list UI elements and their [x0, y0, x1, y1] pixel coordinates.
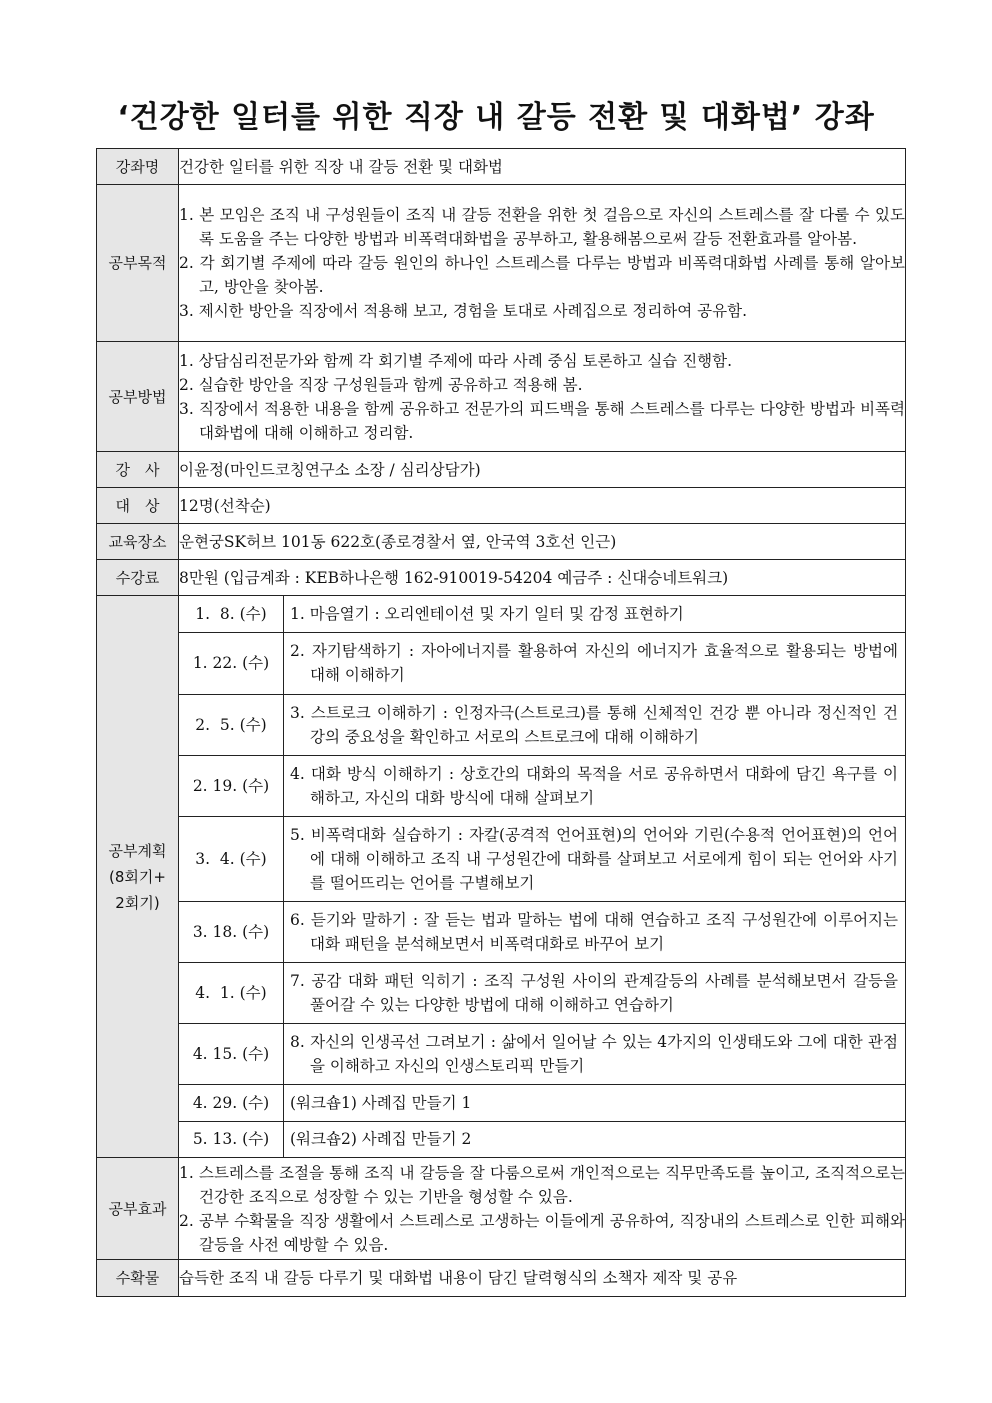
objective-item: 2. 각 회기별 주제에 따라 갈등 원인의 하나인 스트레스를 다루는 방법과 비폭력대화법 사례를 통해 알아보고, 방안을 찾아봄. [179, 254, 905, 296]
session-topic: (워크숍1) 사례집 만들기 1 [284, 1084, 906, 1121]
schedule-row [179, 1084, 905, 1121]
label-schedule-line: 2회기) [115, 893, 160, 912]
effect-item: 1. 스트레스를 조절을 통해 조직 내 갈등을 잘 다룸으로써 개인적으로는 직무만족도를 높이고, 조직적으로는 건강한 조직으로 성장할 수 있는 기반을 형성할 수 있음. [179, 1163, 905, 1206]
label-outcome: 수확물 [97, 1260, 179, 1297]
session-date: 5. 13. (수) [179, 1121, 284, 1157]
schedule-table [179, 596, 905, 1157]
schedule-row [179, 755, 905, 816]
methods-list [179, 349, 905, 445]
row-schedule [97, 596, 906, 1158]
row-effects [97, 1158, 906, 1260]
row-methods [97, 342, 906, 452]
value-methods [179, 342, 906, 452]
session-date: 1. 8. (수) [179, 596, 284, 632]
schedule-row [179, 901, 905, 962]
row-objectives [97, 185, 906, 342]
value-instructor: 이윤정(마인드코칭연구소 소장 / 심리상담가) [179, 452, 906, 488]
label-course-name: 강좌명 [97, 149, 179, 185]
method-item: 2. 실습한 방안을 직장 구성원들과 함께 공유하고 적용해 봄. [179, 375, 583, 394]
session-topic: 5. 비폭력대화 실습하기 : 자칼(공격적 언어표현)의 언어와 기린(수용적 언어표현)의 언어에 대해 이해하고 조직 내 구성원간에 대화를 살펴보고 서로에게 힘이 되는 언어와 사기를 떨어뜨리는 언어를 구별해보기 [284, 816, 906, 901]
session-topic: 1. 마음열기 : 오리엔테이션 및 자기 일터 및 감정 표현하기 [284, 596, 906, 632]
session-topic: 8. 자신의 인생곡선 그려보기 : 삶에서 일어날 수 있는 4가지의 인생태도와 그에 대한 관점을 이해하고 자신의 인생스토리픽 만들기 [284, 1023, 906, 1084]
row-target [97, 488, 906, 524]
row-outcome [97, 1260, 906, 1297]
value-venue: 운현궁SK허브 101동 622호(종로경찰서 옆, 안국역 3호선 인근) [179, 524, 906, 560]
session-topic: (워크숍2) 사례집 만들기 2 [290, 1130, 472, 1149]
row-instructor [97, 452, 906, 488]
session-topic: 3. 스트로크 이해하기 : 인정자극(스트로크)를 통해 신체적인 건강 뿐 아니라 정신적인 건강의 중요성을 확인하고 서로의 스트로크에 대해 이해하기 [284, 694, 906, 755]
label-schedule-line: 공부계획 [108, 841, 167, 860]
row-venue [97, 524, 906, 560]
label-schedule [97, 596, 179, 1158]
value-target: 12명(선착순) [179, 488, 906, 524]
course-info-table [96, 148, 906, 1297]
session-topic: 6. 듣기와 말하기 : 잘 듣는 법과 말하는 법에 대해 연습하고 조직 구성원간에 이루어지는 대화 패턴을 분석해보면서 비폭력대화로 바꾸어 보기 [284, 901, 906, 962]
session-date: 4. 15. (수) [179, 1023, 284, 1084]
schedule-row [179, 962, 905, 1023]
value-course-name: 건강한 일터를 위한 직장 내 갈등 전환 및 대화법 [179, 149, 906, 185]
label-fee: 수강료 [97, 560, 179, 596]
schedule-row [179, 1023, 905, 1084]
label-target: 대 상 [97, 488, 179, 524]
effects-list [179, 1161, 905, 1257]
value-outcome: 습득한 조직 내 갈등 다루기 및 대화법 내용이 담긴 달력형식의 소책자 제작 및 공유 [179, 1260, 906, 1297]
label-objectives: 공부목적 [97, 185, 179, 342]
document-title: ‘건강한 일터를 위한 직장 내 갈등 전환 및 대화법’ 강좌 [117, 100, 875, 135]
schedule-row [179, 1121, 905, 1157]
label-schedule-line: (8회기+ [109, 867, 166, 886]
schedule-row [179, 632, 905, 694]
session-date: 1. 22. (수) [179, 632, 284, 694]
schedule-cell [179, 596, 906, 1158]
session-topic: 7. 공감 대화 패턴 익히기 : 조직 구성원 사이의 관계갈등의 사례를 분석해보면서 갈등을 풀어갈 수 있는 다양한 방법에 대해 이해하고 연습하기 [284, 962, 906, 1023]
session-date: 3. 4. (수) [179, 816, 284, 901]
session-topic: 2. 자기탐색하기 : 자아에너지를 활용하여 자신의 에너지가 효율적으로 활용되는 방법에 대해 이해하기 [284, 632, 906, 694]
schedule-row [179, 694, 905, 755]
effect-item: 2. 공부 수확물을 직장 생활에서 스트레스로 고생하는 이들에게 공유하여, 직장내의 스트레스로 인한 피해와 갈등을 사전 예방할 수 있음. [179, 1211, 905, 1254]
method-item: 3. 직장에서 적용한 내용을 함께 공유하고 전문가의 피드백을 통해 스트레스를 다루는 다양한 방법과 비폭력대화법에 대해 이해하고 정리함. [179, 399, 905, 442]
schedule-row [179, 816, 905, 901]
value-objectives [179, 185, 906, 342]
label-effects: 공부효과 [97, 1158, 179, 1260]
session-date: 4. 1. (수) [179, 962, 284, 1023]
value-fee: 8만원 (입금계좌 : KEB하나은행 162-910019-54204 예금주 : 신대승네트워크) [179, 560, 906, 596]
session-date: 2. 5. (수) [179, 694, 284, 755]
value-effects [179, 1158, 906, 1260]
session-date: 2. 19. (수) [179, 755, 284, 816]
objectives-list [179, 203, 905, 323]
method-item: 1. 상담심리전문가와 함께 각 회기별 주제에 따라 사례 중심 토론하고 실습 진행함. [179, 351, 733, 370]
label-venue: 교육장소 [97, 524, 179, 560]
schedule-row [179, 596, 905, 632]
row-fee [97, 560, 906, 596]
label-instructor: 강 사 [97, 452, 179, 488]
session-date: 4. 29. (수) [179, 1084, 284, 1121]
row-course-name [97, 149, 906, 185]
objective-item: 3. 제시한 방안을 직장에서 적용해 보고, 경험을 토대로 사례집으로 정리하여 공유함. [179, 302, 748, 320]
session-topic: 4. 대화 방식 이해하기 : 상호간의 대화의 목적을 서로 공유하면서 대화에 담긴 욕구를 이해하고, 자신의 대화 방식에 대해 살펴보기 [284, 755, 906, 816]
objective-item: 1. 본 모임은 조직 내 구성원들이 조직 내 갈등 전환을 위한 첫 걸음으로 자신의 스트레스를 잘 다룰 수 있도록 도움을 주는 다양한 방법과 비폭력대화법을 공부하고, 활용해봄으로써 갈등 전환효과를 알아봄. [179, 206, 905, 248]
session-date: 3. 18. (수) [179, 901, 284, 962]
label-methods: 공부방법 [97, 342, 179, 452]
